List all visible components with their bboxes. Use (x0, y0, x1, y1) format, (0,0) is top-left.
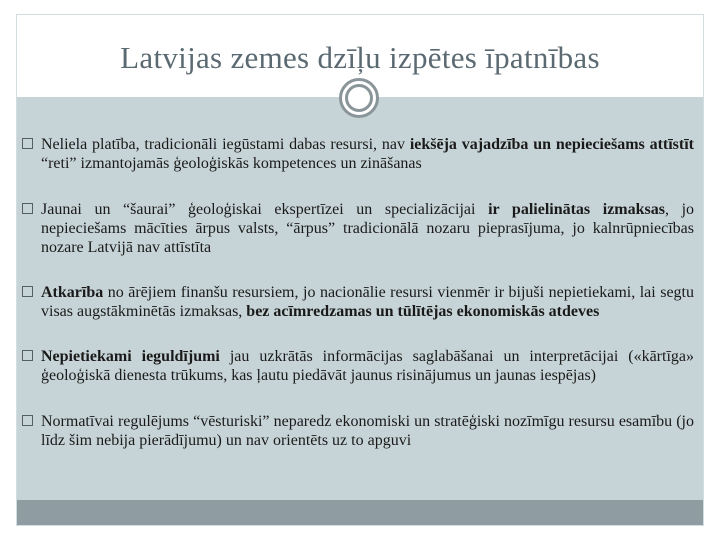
square-bullet-icon (22, 203, 33, 214)
square-bullet-icon (22, 138, 33, 149)
bullet-text: “reti” izmantojamās ģeoloģiskās kompetences un zināšanas (41, 155, 422, 172)
bullet-item (22, 347, 694, 385)
bullet-text: no ārējiem finanšu resursiem, jo nacionālie resursi vienmēr ir bijuši nepietiekami, lai segtu visas augstākminētās izmaksas, (41, 284, 694, 320)
square-bullet-icon (22, 350, 33, 361)
bullet-text-bold: Atkarība (41, 284, 104, 301)
bullet-list (22, 135, 694, 477)
bullet-text-bold: Nepietiekami ieguldījumi (41, 348, 220, 365)
bullet-text: Normatīvai regulējums “vēsturiski” neparedz ekonomiski un stratēģiski nozīmīgu resursu esamību (jo līdz šim nebija pierādījumu) un nav orientēts uz to apguvi (41, 413, 694, 449)
bullet-item (22, 135, 694, 173)
bullet-text: Jaunai un “šaurai” ģeoloģiskai ekspertīzei un specializācijai (41, 201, 489, 218)
slide-title: Latvijas zemes dzīļu izpētes īpatnības (120, 40, 600, 75)
square-bullet-icon (22, 415, 33, 426)
square-bullet-icon (22, 286, 33, 297)
bullet-text-bold: iekšēja vajadzība un nepieciešams attīstīt (409, 136, 695, 153)
bullet-text: Neliela platība, tradicionāli iegūstami dabas resursi, nav (41, 136, 410, 153)
footer-band (17, 500, 703, 525)
bullet-text-bold: bez acīmredzamas un tūlītējas ekonomiskās atdeves (246, 303, 600, 320)
bullet-text: jau uzkrātās informācijas saglabāšanai un interpretācijai («kārtīga» ģeoloģiskā dienesta trūkums, kas ļautu piedāvāt jaunus risinājumus un jaunas iespējas) (41, 348, 694, 384)
bullet-item (22, 283, 694, 321)
circle-ring-inner-icon (345, 84, 373, 112)
bullet-text: , jo nepieciešams mācīties ārpus valsts, “ārpus” tradicionālā nozaru pieprasījuma, jo kalnrūpniecības nozare Latvijā nav attīstīta (41, 201, 695, 256)
bullet-text-bold: ir palielinātas izmaksas (488, 201, 665, 218)
bullet-item (22, 412, 694, 450)
bullet-item (22, 200, 694, 257)
